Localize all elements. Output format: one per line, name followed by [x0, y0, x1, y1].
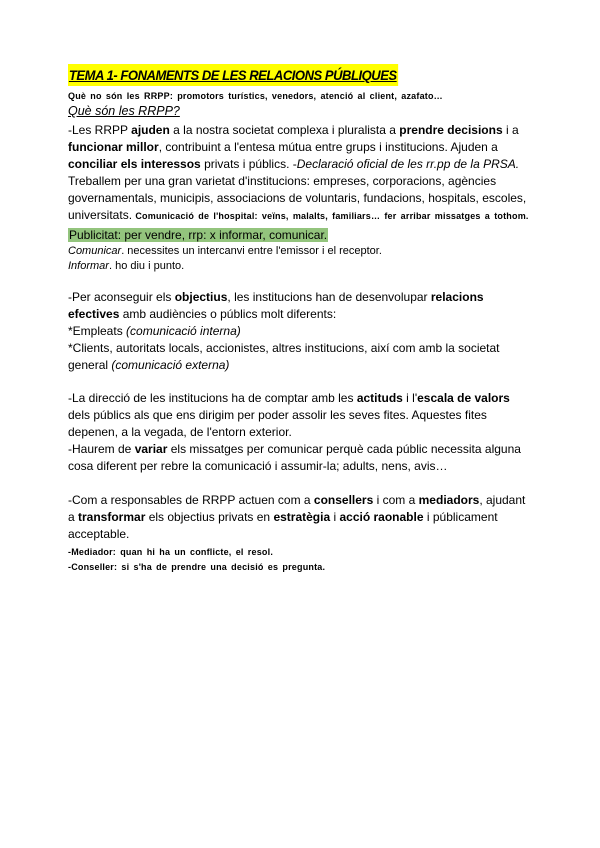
text-segment: amb audiències o públics molt diferents:: [119, 307, 337, 321]
definition-text: . necessites un intercanvi entre l'emissor i el receptor.: [121, 245, 382, 257]
notes-block: [68, 545, 534, 575]
definition-comunicar: [68, 244, 534, 259]
text-segment-bold: escala de valors: [417, 391, 510, 405]
text-segment: els missatges per comunicar perquè cada públic necessita alguna cosa diferent per rebre la comunicació i assumir-la; adults, nens, avis…: [68, 442, 521, 473]
text-segment-italic: (comunicació interna): [126, 324, 241, 338]
definition-text: . ho diu i punto.: [108, 260, 185, 272]
text-segment: -Com a responsables de RRPP actuen com a: [68, 493, 314, 507]
text-segment-bold: variar: [134, 442, 168, 456]
text-segment: i a: [502, 123, 519, 137]
text-segment: Treballem per una gran varietat d'institucions: empreses, corporacions, agències governamentals, municipis, associacions de voluntaris, fundacions, hospitals, escoles, universitats.: [68, 174, 527, 222]
paragraph-what-are-rrpp: [68, 122, 534, 225]
text-segment: privats i públics. -: [200, 157, 297, 171]
term-comunicar: Comunicar: [68, 245, 122, 257]
text-segment: a la nostra societat complexa i pluralista a: [169, 123, 400, 137]
bullet-clients: [68, 340, 534, 374]
text-segment-bold: transformar: [78, 510, 146, 524]
text-segment: dels públics als que ens dirigim per poder assolir les seves fites. Aquestes fites depenen, a la vegada, de l'entorn exterior.: [68, 408, 487, 439]
text-segment: *Empleats: [68, 324, 127, 338]
document-title: TEMA 1- FONAMENTS DE LES RELACIONS PÚBLIQUES: [68, 64, 399, 86]
text-segment-bold: mediadors: [418, 493, 480, 507]
title-line: [68, 64, 534, 86]
text-segment: i l': [402, 391, 418, 405]
text-segment: , ajudant a: [68, 493, 526, 524]
note-mediador: -Mediador: quan hi ha un conflicte, el resol.: [68, 547, 274, 557]
text-segment-bold: relacions efectives: [68, 290, 484, 321]
what-rrpp-are-not-note: Què no són les RRPP: promotors turístics, venedors, atenció al client, azafato…: [68, 91, 443, 101]
text-segment-bold: acció raonable: [339, 510, 424, 524]
hospital-communication-note: Comunicació de l'hospital: veïns, malalts, familiars… fer arribar missatges a tothom.: [135, 211, 529, 221]
text-segment: , contribuint a l'entesa mútua entre grups i institucions. Ajuden a: [158, 140, 498, 154]
text-segment-bold: funcionar millor: [68, 140, 159, 154]
text-segment: -Les RRPP: [68, 123, 132, 137]
bullet-empleats: [68, 323, 534, 340]
text-segment: , les institucions han de desenvolupar: [227, 290, 431, 304]
text-segment-bold: ajuden: [131, 123, 170, 137]
section-question: Què són les RRPP?: [68, 104, 180, 118]
paragraph-direccio: [68, 390, 534, 441]
text-segment: *Clients, autoritats locals, accionistes, altres institucions, així com amb la societat general: [68, 341, 500, 372]
text-segment-bold: actituds: [356, 391, 403, 405]
text-segment-bold: estratègia: [273, 510, 331, 524]
text-segment-bold: conciliar els interessos: [68, 157, 201, 171]
publicitat-highlighted-text: Publicitat: per vendre, rrp: x informar, comunicar.: [69, 228, 328, 242]
section-question-line: [68, 103, 534, 120]
paragraph-consellers-mediadors: [68, 492, 534, 543]
text-segment: i: [330, 510, 340, 524]
term-informar: Informar: [68, 260, 109, 272]
text-segment: els objectius privats en: [145, 510, 274, 524]
text-segment-bold: prendre decisions: [399, 123, 503, 137]
text-segment-italic-prsa-citation: Declaració oficial de les rr.pp de la PRSA.: [296, 157, 520, 171]
text-segment-italic: (comunicació externa): [111, 358, 230, 372]
text-segment: -Per aconseguir els: [68, 290, 175, 304]
paragraph-objectius: [68, 289, 534, 323]
paragraph-variar-missatges: [68, 441, 534, 475]
note-conseller: -Conseller: si s'ha de prendre una decisió es pregunta.: [68, 562, 326, 572]
text-segment: i públicament acceptable.: [68, 510, 498, 541]
definition-informar: [68, 259, 534, 274]
text-segment-bold: consellers: [313, 493, 374, 507]
text-segment: -La direcció de les institucions ha de comptar amb les: [68, 391, 357, 405]
text-segment: -Haurem de: [68, 442, 135, 456]
publicitat-line: [68, 227, 534, 244]
text-segment-bold: objectius: [174, 290, 228, 304]
text-segment: i com a: [373, 493, 419, 507]
